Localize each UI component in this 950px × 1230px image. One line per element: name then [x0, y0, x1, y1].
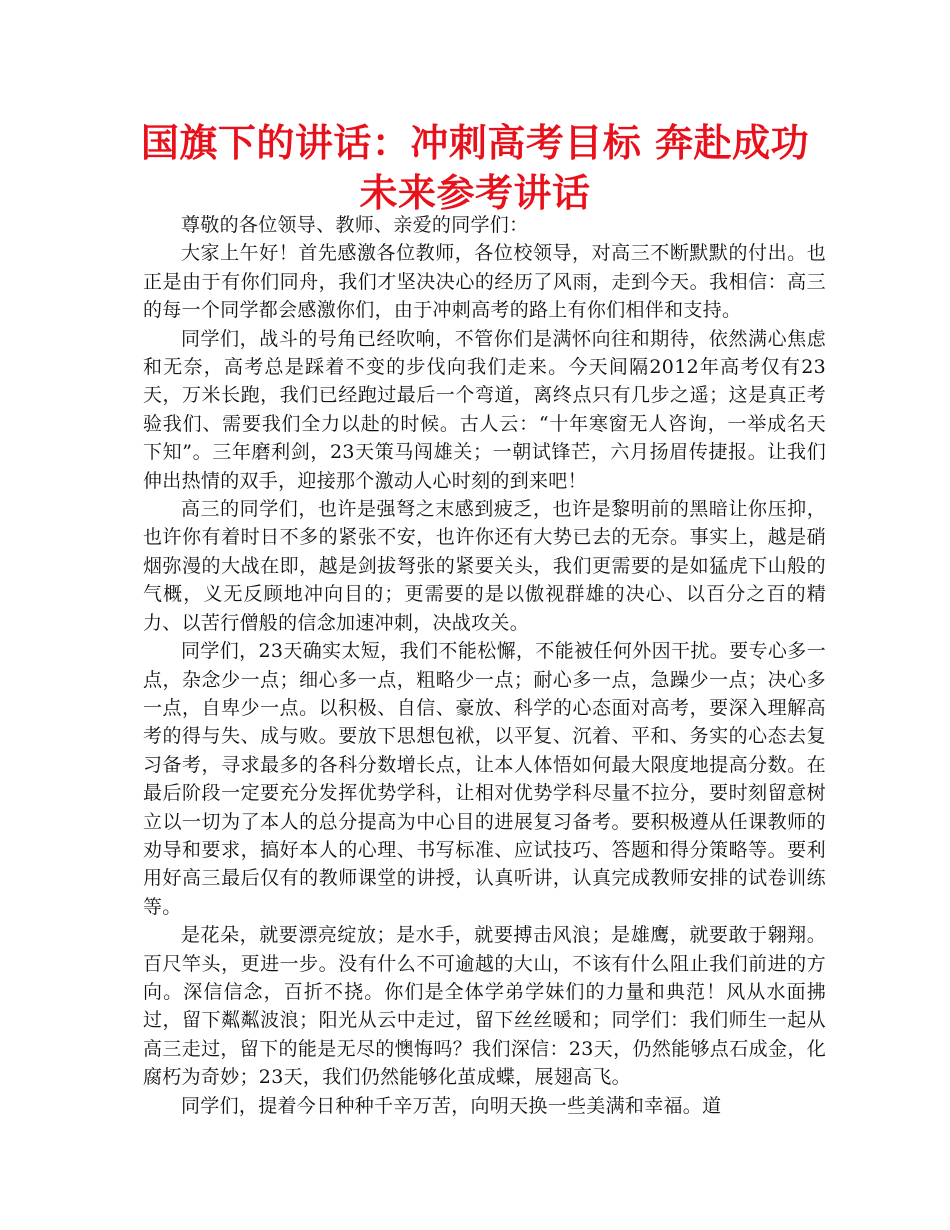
paragraph: 是花朵，就要漂亮绽放；是水手，就要搏击风浪；是雄鹰，就要敢于翱翔。百尺竿头，更进一步。没有什么不可逾越的大山，不该有什么阻止我们前进的方向。深信信念，百折不挠。你们是全体学弟学妹们的力量和典范！风从水面拂过，留下粼粼波浪；阳光从云中走过，留下丝丝暖和；同学们：我们师生一起从高三走过，留下的能是无尽的懊悔吗？我们深信：23天，仍然能够点石成金，化腐朽为奇妙；23天，我们仍然能够化茧成蝶，展翅高飞。 — [143, 924, 826, 1089]
paragraph: 同学们，提着今日种种千辛万苦，向明天换一些美满和幸福。道 — [181, 1094, 722, 1117]
document-body — [143, 211, 826, 1120]
paragraph: 同学们，23天确实太短，我们不能松懈，不能被任何外因干扰。要专心多一点，杂念少一点；细心多一点，粗略少一点；耐心多一点，急躁少一点；决心多一点，自卑少一点。以积极、自信、豪放、科学的心态面对高考，要深入理解高考的得与失、成与败。要放下思想包袱，以平复、沉着、平和、务实的心态去复习备考，寻求最多的各科分数增长点，让本人体悟如何最大限度地提高分数。在最后阶段一定要充分发挥优势学科，让相对优势学科尽量不拉分，要时刻留意树立以一切为了本人的总分提高为中心目的进展复习备考。要积极遵从任课教师的劝导和要求，搞好本人的心理、书写标准、应试技巧、答题和得分策略等。要利用好高三最后仅有的教师课堂的讲授，认真听讲，认真完成教师安排的试卷训练等。 — [143, 640, 826, 918]
document-title: 国旗下的讲话：冲刺高考目标 奔赴成功未来参考讲话 — [140, 121, 810, 215]
paragraph: 大家上午好！首先感激各位教师，各位校领导，对高三不断默默的付出。也正是由于有你们同舟，我们才坚决决心的经历了风雨，走到今天。我相信：高三的每一个同学都会感激你们，由于冲刺高考的路上有你们相伴和支持。 — [143, 242, 826, 322]
paragraph-salutation: 尊敬的各位领导、教师、亲爱的同学们： — [181, 214, 529, 236]
paragraph: 高三的同学们，也许是强弩之末感到疲乏，也许是黎明前的黑暗让你压抑，也许你有着时日不多的紧张不安，也许你还有大势已去的无奈。事实上，越是硝烟弥漫的大战在即，越是剑拔弩张的紧要关头，我们更需要的是如猛虎下山般的气概，义无反顾地冲向目的；更需要的是以傲视群雄的决心、以百分之百的精力、以苦行僧般的信念加速冲刺，决战攻关。 — [143, 498, 826, 634]
paragraph: 同学们，战斗的号角已经吹响，不管你们是满怀向往和期待，依然满心焦虑和无奈，高考总是踩着不变的步伐向我们走来。今天间隔2012年高考仅有23天，万米长跑，我们已经跑过最后一个弯道，离终点只有几步之遥；这是真正考验我们、需要我们全力以赴的时候。古人云：“十年寒窗无人咨询，一举成名天下知”。三年磨利剑，23天策马闯雄关；一朝试锋芒，六月扬眉传捷报。让我们伸出热情的双手，迎接那个激动人心时刻的到来吧！ — [143, 327, 826, 492]
